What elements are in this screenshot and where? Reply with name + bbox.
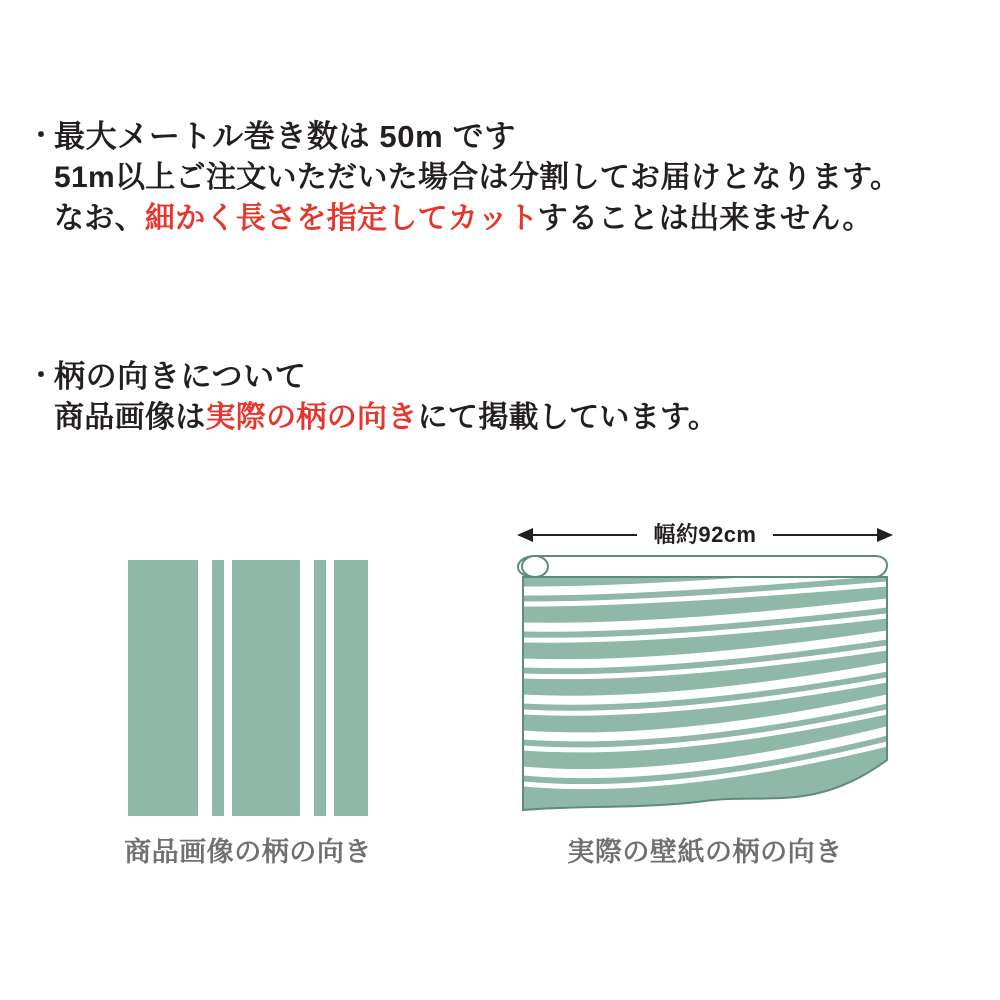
max-meter-note-2-suffix: することは出来ません。	[537, 202, 873, 236]
stripe	[300, 560, 314, 816]
max-meter-note-2	[28, 198, 968, 239]
stripe	[326, 560, 334, 816]
direction-note-prefix: 商品画像は	[54, 400, 206, 434]
roll-illustration	[515, 555, 895, 820]
max-meter-note-1-text: 51m以上ご注文いただいた場合は分割してお届けとなります。	[54, 160, 901, 194]
stripe	[198, 560, 212, 816]
max-meter-note-2-highlight: 細かく長さを指定してカット	[144, 202, 538, 236]
direction-note	[28, 397, 968, 438]
section-heading-row-2	[28, 358, 968, 397]
max-meter-note-2-prefix: なお、	[54, 202, 145, 236]
page-title: 最大メートル巻き数は 50m です	[54, 119, 516, 154]
section-max-meter	[28, 118, 968, 240]
section-title-direction: 柄の向きについて	[54, 359, 307, 394]
width-label: 幅約92cm	[653, 522, 757, 547]
figure-area	[0, 500, 1000, 900]
caption-actual-wallpaper: 実際の壁紙の柄の向き	[567, 837, 843, 867]
swatch-background	[128, 560, 368, 816]
product-image-swatch	[128, 560, 368, 816]
width-dimension-arrow	[515, 518, 895, 552]
bullet-icon: ・	[28, 360, 55, 390]
max-meter-note-1	[28, 157, 968, 198]
actual-wallpaper-roll	[515, 555, 895, 820]
section-heading-row	[28, 118, 968, 157]
section-pattern-direction	[28, 358, 968, 438]
direction-note-highlight: 実際の柄の向き	[205, 400, 418, 434]
direction-note-suffix: にて掲載しています。	[417, 400, 719, 434]
stripe	[224, 560, 232, 816]
caption-product-image: 商品画像の柄の向き	[124, 837, 372, 867]
bullet-icon: ・	[28, 120, 55, 150]
